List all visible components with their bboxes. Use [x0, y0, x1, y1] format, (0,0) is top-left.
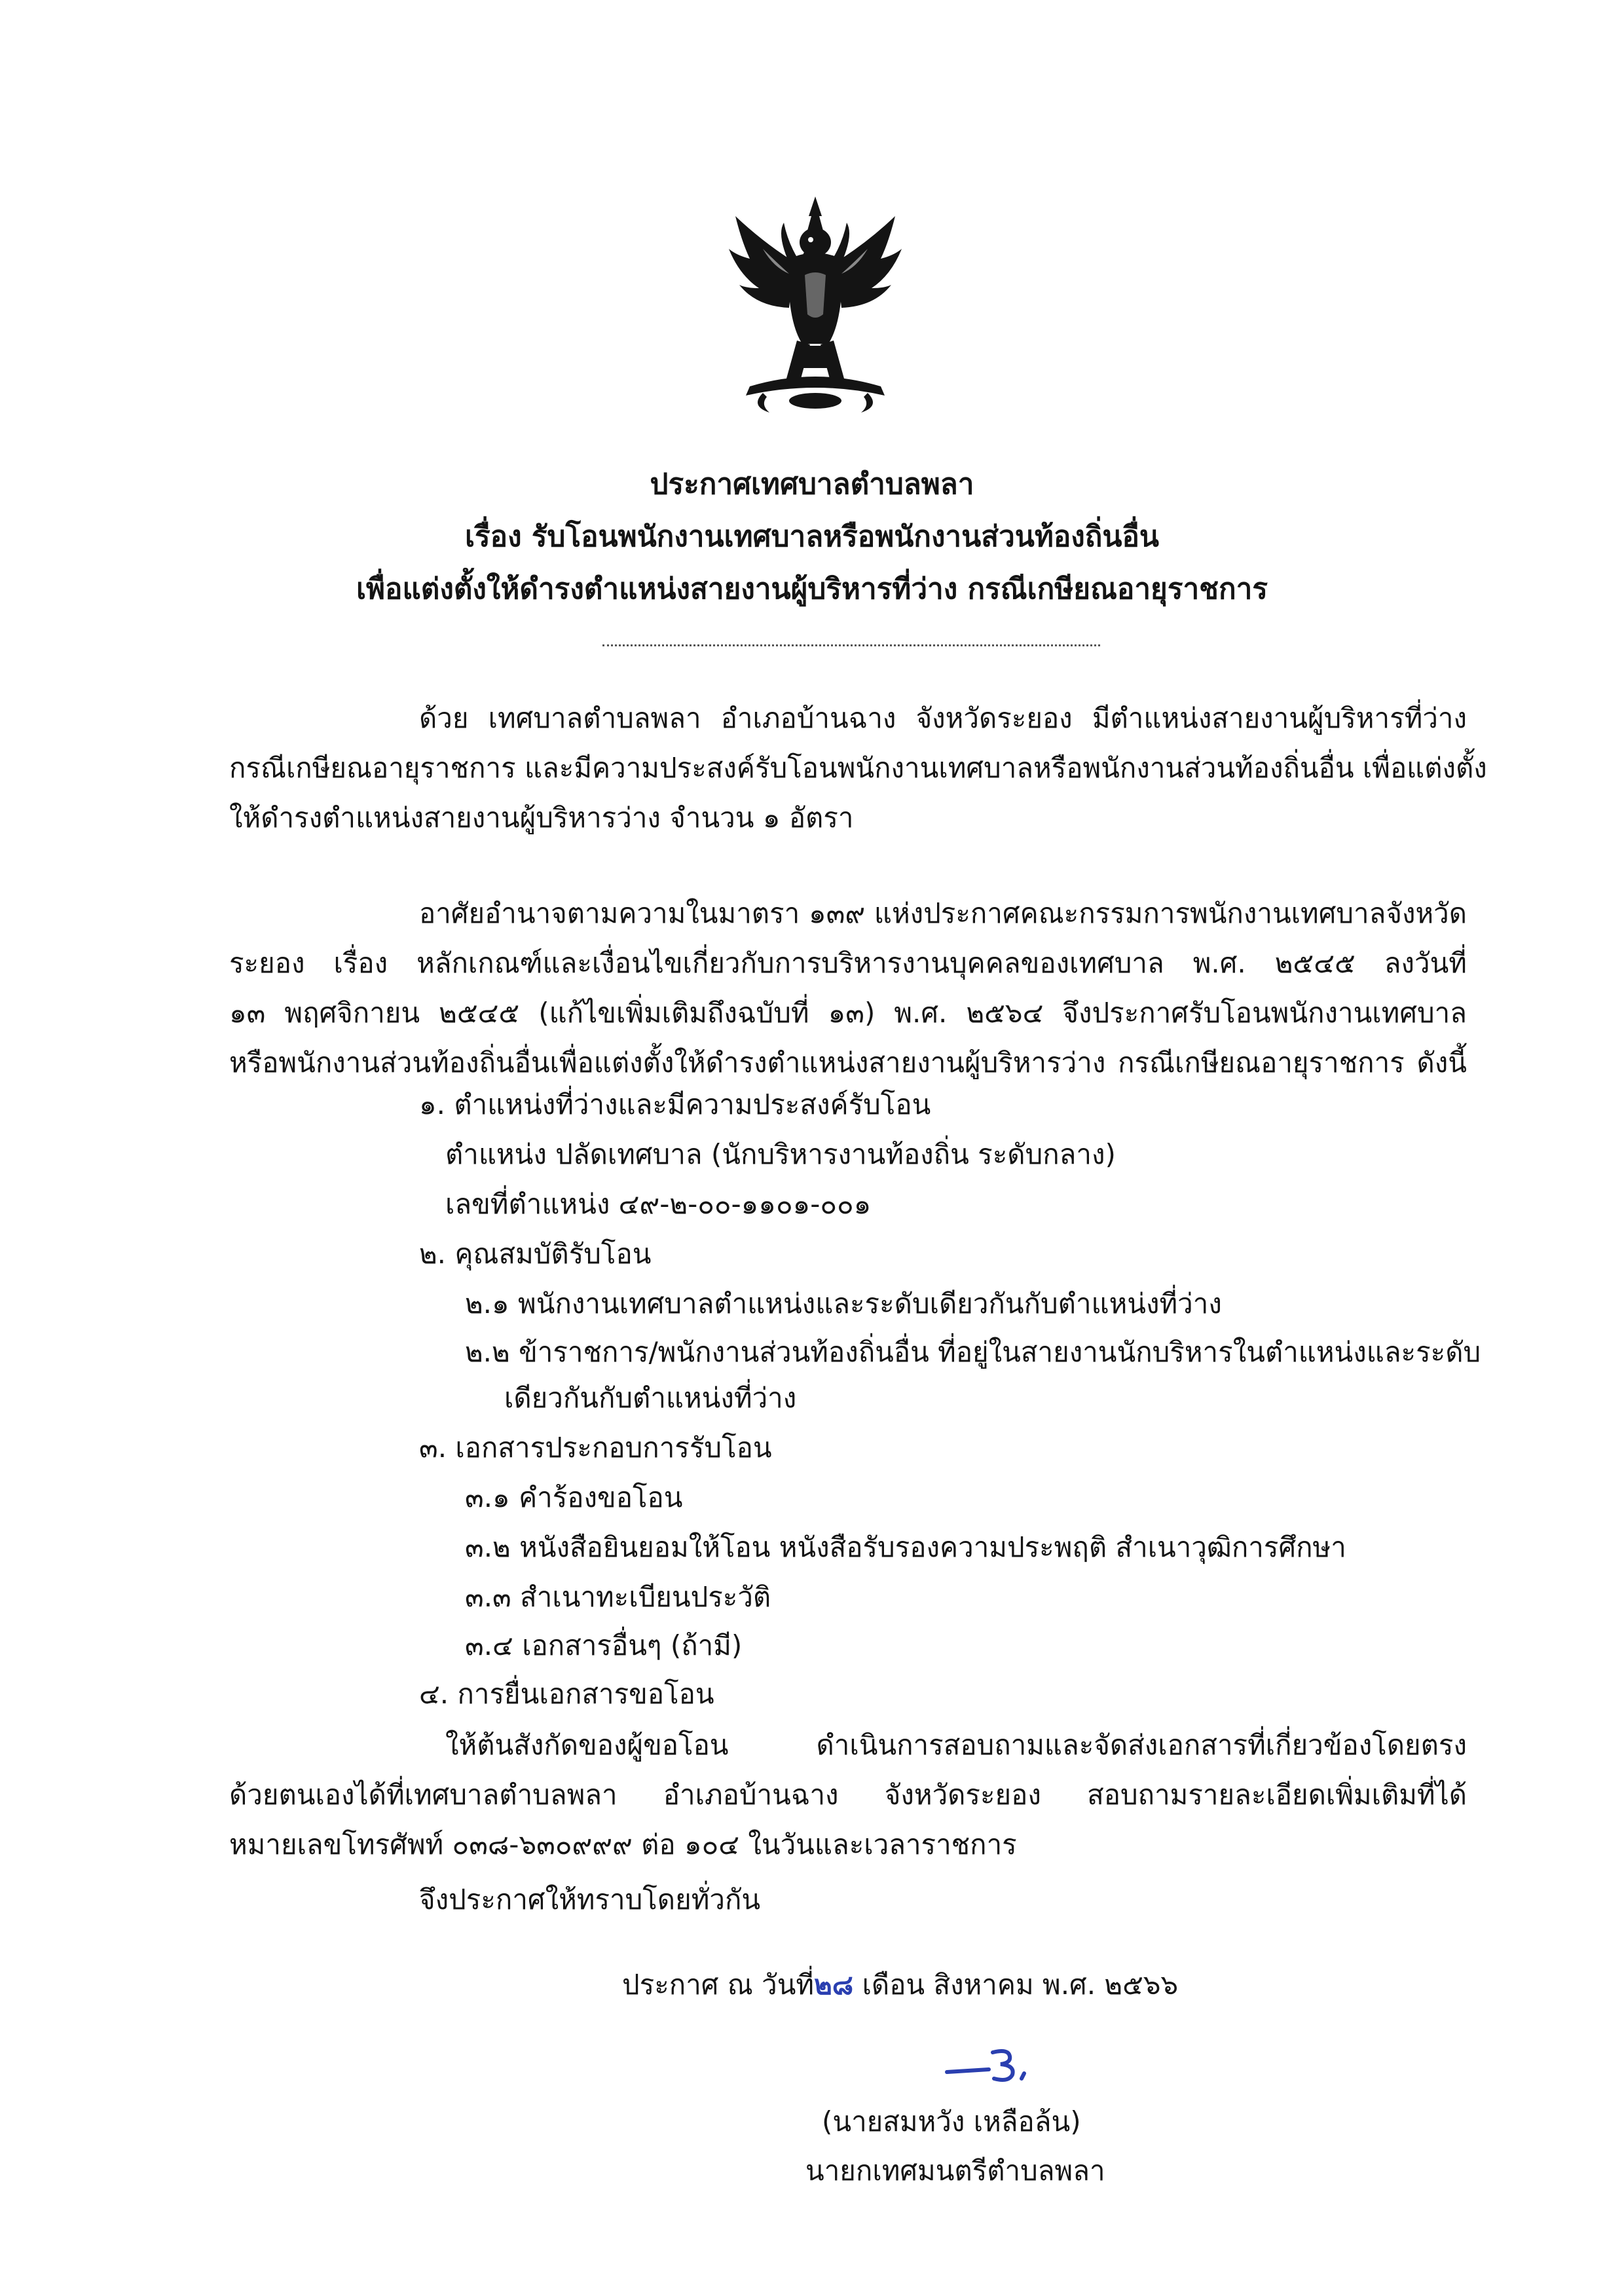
item-1-position-number: เลขที่ตำแหน่ง ๔๙-๒-๐๐-๑๑๐๑-๐๐๑ [445, 1188, 872, 1220]
paragraph-1-line-2: กรณีเกษียณอายุราชการ และมีความประสงค์รับโอนพนักงานเทศบาลหรือพนักงานส่วนท้องถิ่นอื่น เพื่อแต่งตั้ง [229, 752, 1487, 784]
signatory-name: (นายสมหวัง เหลือล้น) [822, 2105, 1081, 2138]
announcement-subject-line2: เพื่อแต่งตั้งให้ดำรงตำแหน่งสายงานผู้บริหารที่ว่าง กรณีเกษียณอายุราชการ [356, 572, 1268, 606]
item-2-sub-2: ๒.๒ ข้าราชการ/พนักงานส่วนท้องถิ่นอื่น ที่อยู่ในสายงานนักบริหารในตำแหน่งและระดับ [465, 1336, 1481, 1368]
announcement-title: ประกาศเทศบาลตำบลพลา [650, 468, 974, 501]
paragraph-2-line-3: ๑๓ พฤศจิกายน ๒๕๔๕ (แก้ไขเพิ่มเติมถึงฉบับที่ ๑๓) พ.ศ. ๒๕๖๔ จึงประกาศรับโอนพนักงานเทศบาล [229, 997, 1467, 1029]
item-2-sub-1: ๒.๑ พนักงานเทศบาลตำแหน่งและระดับเดียวกันกับตำแหน่งที่ว่าง [465, 1287, 1222, 1320]
date-prefix: ประกาศ ณ วันที่ [622, 1969, 815, 2001]
paragraph-2-line-4: หรือพนักงานส่วนท้องถิ่นอื่นเพื่อแต่งตั้งให้ดำรงตำแหน่งสายงานผู้บริหารว่าง กรณีเกษียณอายุราชการ ดังนี้ [229, 1046, 1467, 1079]
garuda-emblem-icon [724, 196, 907, 419]
item-2-heading: ๒. คุณสมบัติรับโอน [419, 1238, 652, 1270]
signatory-title: นายกเทศมนตรีตำบลพลา [805, 2155, 1105, 2187]
item-1-position: ตำแหน่ง ปลัดเทศบาล (นักบริหารงานท้องถิ่น ระดับกลาง) [445, 1138, 1116, 1170]
item-3-sub-1: ๓.๑ คำร้องขอโอน [465, 1481, 683, 1513]
announcement-subject: เรื่อง รับโอนพนักงานเทศบาลหรือพนักงานส่วนท้องถิ่นอื่น [465, 520, 1159, 553]
item-4-line-1: ให้ต้นสังกัดของผู้ขอโอน ดำเนินการสอบถามและจัดส่งเอกสารที่เกี่ยวข้องโดยตรง [445, 1729, 1467, 1761]
item-3-sub-3: ๓.๓ สำเนาทะเบียนประวัติ [465, 1581, 771, 1613]
item-2-sub-2-cont: เดียวกันกับตำแหน่งที่ว่าง [504, 1382, 797, 1414]
date-suffix: เดือน สิงหาคม พ.ศ. ๒๕๖๖ [862, 1969, 1179, 2001]
item-1-heading: ๑. ตำแหน่งที่ว่างและมีความประสงค์รับโอน [419, 1088, 931, 1120]
item-4-heading: ๔. การยื่นเอกสารขอโอน [419, 1678, 714, 1710]
signature-mark [943, 2043, 1048, 2089]
closing-statement: จึงประกาศให้ทราบโดยทั่วกัน [419, 1883, 761, 1916]
item-3-sub-4: ๓.๔ เอกสารอื่นๆ (ถ้ามี) [465, 1629, 743, 1661]
item-4-line-2: ด้วยตนเองได้ที่เทศบาลตำบลพลา อำเภอบ้านฉาง จังหวัดระยอง สอบถามรายละเอียดเพิ่มเติมที่ได้ [229, 1779, 1467, 1811]
paragraph-2-line-2: ระยอง เรื่อง หลักเกณฑ์และเงื่อนไขเกี่ยวกับการบริหารงานบุคคลของเทศบาล พ.ศ. ๒๕๔๕ ลงวันที่ [229, 947, 1467, 979]
item-3-heading: ๓. เอกสารประกอบการรับโอน [419, 1432, 772, 1464]
title-divider [602, 644, 1100, 646]
paragraph-1-line-3: ให้ดำรงตำแหน่งสายงานผู้บริหารว่าง จำนวน ๑ อัตรา [229, 802, 854, 834]
announcement-date [622, 1962, 1178, 2008]
date-day-handwritten: ๒๘ [814, 1969, 854, 2001]
item-4-line-3: หมายเลขโทรศัพท์ ๐๓๘-๖๓๐๙๙๙ ต่อ ๑๐๔ ในวันและเวลาราชการ [229, 1828, 1017, 1861]
paragraph-1-line-1: ด้วย เทศบาลตำบลพลา อำเภอบ้านฉาง จังหวัดระยอง มีตำแหน่งสายงานผู้บริหารที่ว่าง [419, 702, 1467, 734]
paragraph-2-line-1: อาศัยอำนาจตามความในมาตรา ๑๓๙ แห่งประกาศคณะกรรมการพนักงานเทศบาลจังหวัด [419, 897, 1467, 929]
item-3-sub-2: ๓.๒ หนังสือยินยอมให้โอน หนังสือรับรองความประพฤติ สำเนาวุฒิการศึกษา [465, 1531, 1346, 1563]
